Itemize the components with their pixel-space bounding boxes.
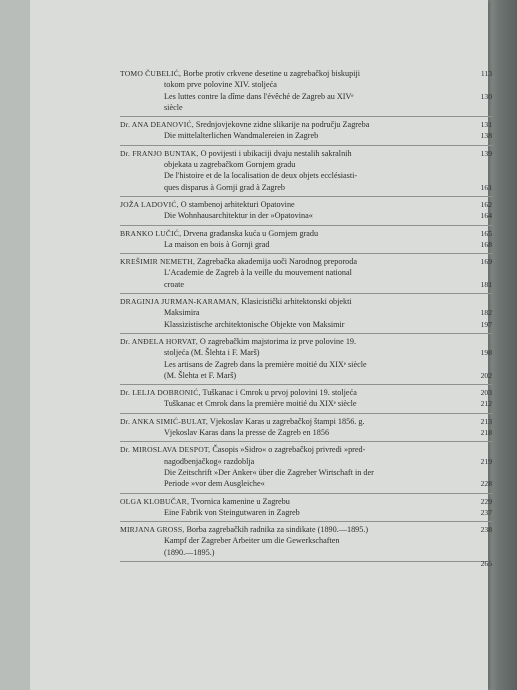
toc-title: ques disparus à Gornji grad à Zagreb xyxy=(164,182,285,192)
toc-author: MIRJANA GROSS, xyxy=(120,525,185,535)
toc-title: Les luttes contre la dîme dans l'évêché de Zagreb au XIVᵉ xyxy=(164,91,354,101)
toc-line xyxy=(120,279,492,290)
toc-line xyxy=(120,79,492,90)
toc-line xyxy=(120,398,492,409)
toc-title: Tvornica kamenine u Zagrebu xyxy=(189,496,290,506)
toc-line xyxy=(120,319,492,330)
table-of-contents xyxy=(120,66,492,568)
toc-line xyxy=(120,456,492,467)
toc-title: tokom prve polovine XIV. stoljeća xyxy=(164,80,277,90)
toc-title: siècle xyxy=(164,102,183,112)
toc-line xyxy=(120,467,492,478)
toc-title: Eine Fabrik von Steingutwaren in Zagreb xyxy=(164,507,300,517)
toc-title: O stambenoj arhitekturi Opatovine xyxy=(178,199,295,209)
toc-line xyxy=(120,148,492,159)
toc-line xyxy=(120,444,492,455)
toc-title: Klasicistički arhitektonski objekti xyxy=(239,297,352,307)
toc-author: Dr. ANKA SIMIĆ-BULAT, xyxy=(120,416,209,426)
toc-author: OLGA KLOBUČAR, xyxy=(120,496,190,506)
toc-entry xyxy=(120,117,492,146)
toc-author: Dr. MIROSLAVA DESPOT, xyxy=(120,445,211,455)
toc-line xyxy=(120,507,492,518)
toc-page-number: 203 xyxy=(480,388,492,398)
toc-title: Die Zeitschrift »Der Anker« über die Zagreber Wirtschaft in der xyxy=(164,467,374,477)
toc-entry xyxy=(120,334,492,385)
toc-title: Borba zagrebačkih radnika za sindikate (1890.—1895.) xyxy=(184,525,369,535)
toc-page-number: 165 xyxy=(480,228,492,238)
toc-line xyxy=(120,387,492,398)
toc-title: Časopis »Sidro« o zagrebačkoj privredi »pred- xyxy=(210,445,366,455)
toc-line xyxy=(120,307,492,318)
toc-title: Die mittelalterlichen Wandmalereien in Zagreb xyxy=(164,131,319,141)
toc-author: JOŽA LADOVIĆ, xyxy=(120,199,179,209)
toc-entry xyxy=(120,226,492,255)
toc-line xyxy=(120,535,492,546)
toc-author: DRAGINJA JURMAN-KARAMAN, xyxy=(120,297,240,307)
toc-line xyxy=(120,347,492,358)
toc-line xyxy=(120,210,492,221)
toc-title: croate xyxy=(164,279,184,289)
toc-title: Vjekoslav Karas dans la presse de Zagreb en 1856 xyxy=(164,428,330,438)
toc-line xyxy=(120,239,492,250)
toc-line xyxy=(120,478,492,489)
toc-title: Die Wohnhausarchitektur in der »Opatovina« xyxy=(164,211,313,221)
toc-title: Tuškanac et Cmrok dans la première moitié du XIXᵉ siècle xyxy=(164,399,357,409)
toc-page-number: 182 xyxy=(480,308,492,318)
toc-entry xyxy=(120,254,492,294)
toc-page-number: 265 xyxy=(480,558,492,568)
toc-entry xyxy=(120,414,492,443)
toc-title: La maison en bois à Gornji grad xyxy=(164,239,270,249)
toc-entry xyxy=(120,385,492,414)
toc-title: objekata u zagrebačkom Gornjem gradu xyxy=(164,160,296,170)
toc-line xyxy=(120,182,492,193)
toc-title: De l'histoire et de la localisation de deux objets ecclésiasti- xyxy=(164,171,358,181)
toc-author: Dr. ANA DEANOVIĆ, xyxy=(120,120,194,130)
toc-line xyxy=(120,170,492,181)
toc-title: Kampf der Zagreber Arbeiter um die Gewerkschaften xyxy=(164,536,340,546)
toc-title: (1890.—1895.) xyxy=(164,547,215,557)
book-page xyxy=(30,0,492,690)
toc-title: stoljeća (M. Šlehta i F. Marš) xyxy=(164,348,260,358)
toc-title: L'Academie de Zagreb à la veille du mouvement national xyxy=(164,268,352,278)
toc-line xyxy=(120,427,492,438)
toc-line xyxy=(120,130,492,141)
toc-line xyxy=(120,68,492,79)
toc-page-number: 181 xyxy=(480,279,492,289)
toc-title: Zagrebačka akademija uoči Narodnog preporoda xyxy=(194,257,358,267)
toc-page-number: 139 xyxy=(480,148,492,158)
toc-entry xyxy=(120,146,492,197)
toc-title: Maksimira xyxy=(164,308,200,318)
toc-page-number: 198 xyxy=(480,348,492,358)
toc-page-number: 228 xyxy=(480,479,492,489)
toc-title: Drvena građanska kuća u Gornjem gradu xyxy=(181,228,319,238)
toc-page-number: 161 xyxy=(480,182,492,192)
toc-line xyxy=(120,496,492,507)
toc-entry xyxy=(120,66,492,117)
toc-page-number: 138 xyxy=(480,131,492,141)
toc-page-number: 212 xyxy=(480,399,492,409)
toc-author: TOMO ČUBELIĆ, xyxy=(120,69,182,78)
toc-page-number: 130 xyxy=(480,91,492,101)
toc-author: BRANKO LUČIĆ, xyxy=(120,228,182,238)
toc-author: Dr. FRANJO BUNTAK, xyxy=(120,148,199,158)
toc-line xyxy=(120,370,492,381)
toc-author: KREŠIMIR NEMETH, xyxy=(120,257,195,267)
toc-author: Dr. LELJA DOBRONIĆ, xyxy=(120,388,201,398)
toc-entry xyxy=(120,494,492,523)
toc-page-number: 197 xyxy=(480,319,492,329)
toc-page-number: 162 xyxy=(480,199,492,209)
toc-line xyxy=(120,416,492,427)
toc-line xyxy=(120,91,492,102)
toc-title: (M. Šlehta et F. Marš) xyxy=(164,370,237,380)
toc-line xyxy=(120,102,492,113)
toc-page-number: 219 xyxy=(480,456,492,466)
toc-title: Les artisans de Zagreb dans la première moitié du XIXᵉ siècle xyxy=(164,359,367,369)
toc-page-number: 213 xyxy=(480,416,492,426)
toc-title: O zagrebačkim majstorima iz prve polovine 19. xyxy=(197,336,357,346)
toc-line xyxy=(120,119,492,130)
toc-page-number: 131 xyxy=(480,120,492,130)
toc-line xyxy=(120,159,492,170)
toc-author: Dr. ANĐELA HORVAT, xyxy=(120,336,198,346)
toc-line xyxy=(120,199,492,210)
toc-line xyxy=(120,296,492,307)
toc-title: Periode »vor dem Ausgleiche« xyxy=(164,479,265,489)
toc-title: O povijesti i ubikaciji dvaju nestalih sakralnih xyxy=(198,148,352,158)
toc-line xyxy=(120,547,492,558)
toc-line xyxy=(120,267,492,278)
toc-page-number: 237 xyxy=(480,507,492,517)
toc-page-number: 238 xyxy=(480,525,492,535)
toc-title: Klassizistische architektonische Objekte von Maksimir xyxy=(164,319,345,329)
toc-entry xyxy=(120,294,492,334)
toc-title: Vjekoslav Karas u zagrebačkoj štampi 1856. g. xyxy=(208,416,365,426)
toc-line xyxy=(120,256,492,267)
toc-line xyxy=(120,336,492,347)
toc-page-number: 168 xyxy=(480,239,492,249)
toc-line xyxy=(120,359,492,370)
toc-page-number: 164 xyxy=(480,211,492,221)
toc-page-number: 202 xyxy=(480,370,492,380)
toc-entry xyxy=(120,442,492,493)
toc-page-number: 229 xyxy=(480,496,492,506)
toc-line xyxy=(120,228,492,239)
toc-title: Borbe protiv crkvene desetine u zagrebačkoj biskupiji xyxy=(181,69,361,78)
toc-line xyxy=(120,524,492,535)
toc-title: Tuškanac i Cmrok u prvoj polovini 19. stoljeća xyxy=(200,388,357,398)
toc-page-number: 169 xyxy=(480,257,492,267)
toc-title: nagodbenjačkog« razdoblja xyxy=(164,456,255,466)
toc-entry xyxy=(120,522,492,568)
toc-page-number: 113 xyxy=(480,69,492,78)
toc-title: Srednjovjekovne zidne slikarije na području Zagreba xyxy=(193,120,370,130)
toc-entry xyxy=(120,197,492,226)
toc-page-number: 218 xyxy=(480,428,492,438)
